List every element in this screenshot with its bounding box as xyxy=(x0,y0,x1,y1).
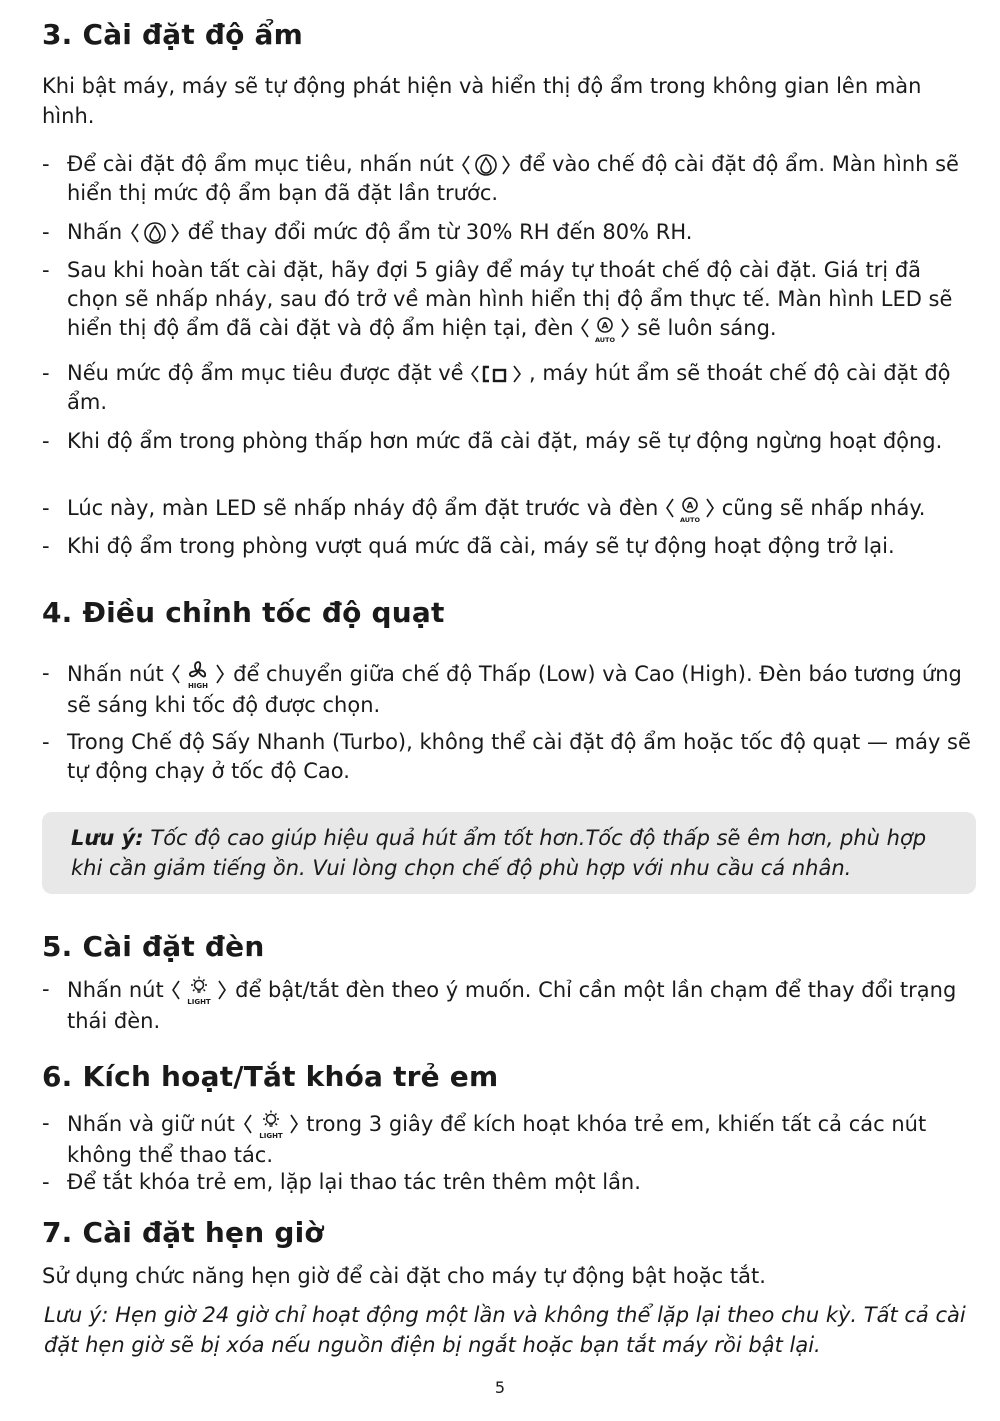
page-number: 5 xyxy=(494,1378,506,1397)
list-item: - Sau khi hoàn tất cài đặt, hãy đợi 5 giây để máy tự thoát chế độ cài đặt. Giá trị đã chọn sẽ nhấp nháy, sau đó trở về màn hình hiển thị độ ẩm thực tế. Màn hình LED sẽ hiển thị độ ẩm đã cài đặt và độ ẩm hiện tại, đèn A AUTO sẽ luôn sáng. xyxy=(42,258,953,344)
light-label: LIGHT xyxy=(187,998,212,1006)
bullet-dash: - xyxy=(42,152,50,176)
high-label: HIGH xyxy=(188,682,209,690)
svg-text:A: A xyxy=(601,321,609,332)
bullet-dash: - xyxy=(42,1170,50,1194)
svg-text:A: A xyxy=(686,501,694,512)
humidity-drop-icon xyxy=(460,152,512,178)
bullet-dash: - xyxy=(42,220,50,244)
section-intro-timer: Sử dụng chức năng hẹn giờ để cài đặt cho máy tự động bật hoặc tắt. xyxy=(42,1264,766,1288)
section-title-timer: 7. Cài đặt hẹn giờ xyxy=(42,1216,324,1249)
list-item: - Khi độ ẩm trong phòng thấp hơn mức đã cài đặt, máy sẽ tự động ngừng hoạt động. xyxy=(42,427,977,456)
list-item: - Nhấn để thay đổi mức độ ẩm từ 30% RH đến 80% RH. xyxy=(42,218,977,247)
list-item: - Nhấn và giữ nút LIGHT trong 3 giây để kích hoạt khóa trẻ em, khiến tất cả các nút không thể thao tác. xyxy=(42,1111,927,1167)
list-item: - Nếu mức độ ẩm mục tiêu được đặt về , máy hút ẩm sẽ thoát chế độ cài đặt độ ẩm. xyxy=(42,361,951,414)
list-item: - Để cài đặt độ ẩm mục tiêu, nhấn nút để vào chế độ cài đặt độ ẩm. Màn hình sẽ hiển thị mức độ ẩm bạn đã đặt lần trước. xyxy=(42,152,959,205)
light-bulb-icon xyxy=(170,975,228,1007)
bullet-dash: - xyxy=(42,496,50,520)
timer-note: Lưu ý: Hẹn giờ 24 giờ chỉ hoạt động một lần và không thể lặp lại theo chu kỳ. Tất cả cài đặt hẹn giờ sẽ bị xóa nếu nguồn điện bị ngắt hoặc bạn tắt máy rồi bật lại. xyxy=(44,1303,966,1357)
list-item: - Nhấn nút LIGHT để bật/tắt đèn theo ý muốn. Chỉ cần một lần chạm để thay đổi trạng thái đèn. xyxy=(42,977,957,1033)
low-limit-icon xyxy=(470,361,522,387)
section-title-light: 5. Cài đặt đèn xyxy=(42,930,265,963)
bullet-dash: - xyxy=(42,1111,50,1135)
bullet-dash: - xyxy=(42,730,50,754)
auto-mode-icon xyxy=(665,494,715,524)
note-text: Tốc độ cao giúp hiệu quả hút ẩm tốt hơn.Tốc độ thấp sẽ êm hơn, phù hợp khi cần giảm tiếng ồn. Vui lòng chọn chế độ phù hợp với nhu cầu cá nhân. xyxy=(71,826,927,880)
auto-label: AUTO xyxy=(679,516,701,524)
bullet-dash: - xyxy=(42,361,50,385)
bullet-dash: - xyxy=(42,429,50,453)
list-item: - Để tắt khóa trẻ em, lặp lại thao tác trên thêm một lần. xyxy=(42,1168,977,1197)
humidity-drop-icon xyxy=(129,220,181,246)
section-title-fan-speed: 4. Điều chỉnh tốc độ quạt xyxy=(42,596,445,629)
bullet-dash: - xyxy=(42,977,50,1001)
auto-mode-icon xyxy=(580,314,630,344)
list-item: - Khi độ ẩm trong phòng vượt quá mức đã cài, máy sẽ tự động hoạt động trở lại. xyxy=(42,532,977,561)
section-intro-humidity: Khi bật máy, máy sẽ tự động phát hiện và hiển thị độ ẩm trong không gian lên màn hình. xyxy=(42,74,922,128)
list-item: - Trong Chế độ Sấy Nhanh (Turbo), không thể cài đặt độ ẩm hoặc tốc độ quạt — máy sẽ tự động chạy ở tốc độ Cao. xyxy=(42,730,971,783)
section-title-child-lock: 6. Kích hoạt/Tắt khóa trẻ em xyxy=(42,1060,499,1093)
auto-label: AUTO xyxy=(595,336,616,344)
list-item: - Nhấn nút HIGH để chuyển giữa chế độ Thấp (Low) và Cao (High). Đèn báo tương ứng sẽ sáng khi tốc độ được chọn. xyxy=(42,661,962,717)
light-bulb-icon xyxy=(242,1109,300,1141)
list-item: - Lúc này, màn LED sẽ nhấp nháy độ ẩm đặt trước và đèn A AUTO cũng sẽ nhấp nháy. xyxy=(42,496,926,524)
bullet-dash: - xyxy=(42,258,50,282)
light-label: LIGHT xyxy=(258,1132,283,1140)
note-label: Lưu ý: xyxy=(71,826,144,850)
note-box xyxy=(42,812,976,894)
bullet-dash: - xyxy=(42,534,50,558)
bullet-dash: - xyxy=(42,661,50,685)
fan-high-icon xyxy=(170,659,226,691)
section-title-humidity: 3. Cài đặt độ ẩm xyxy=(42,18,304,51)
